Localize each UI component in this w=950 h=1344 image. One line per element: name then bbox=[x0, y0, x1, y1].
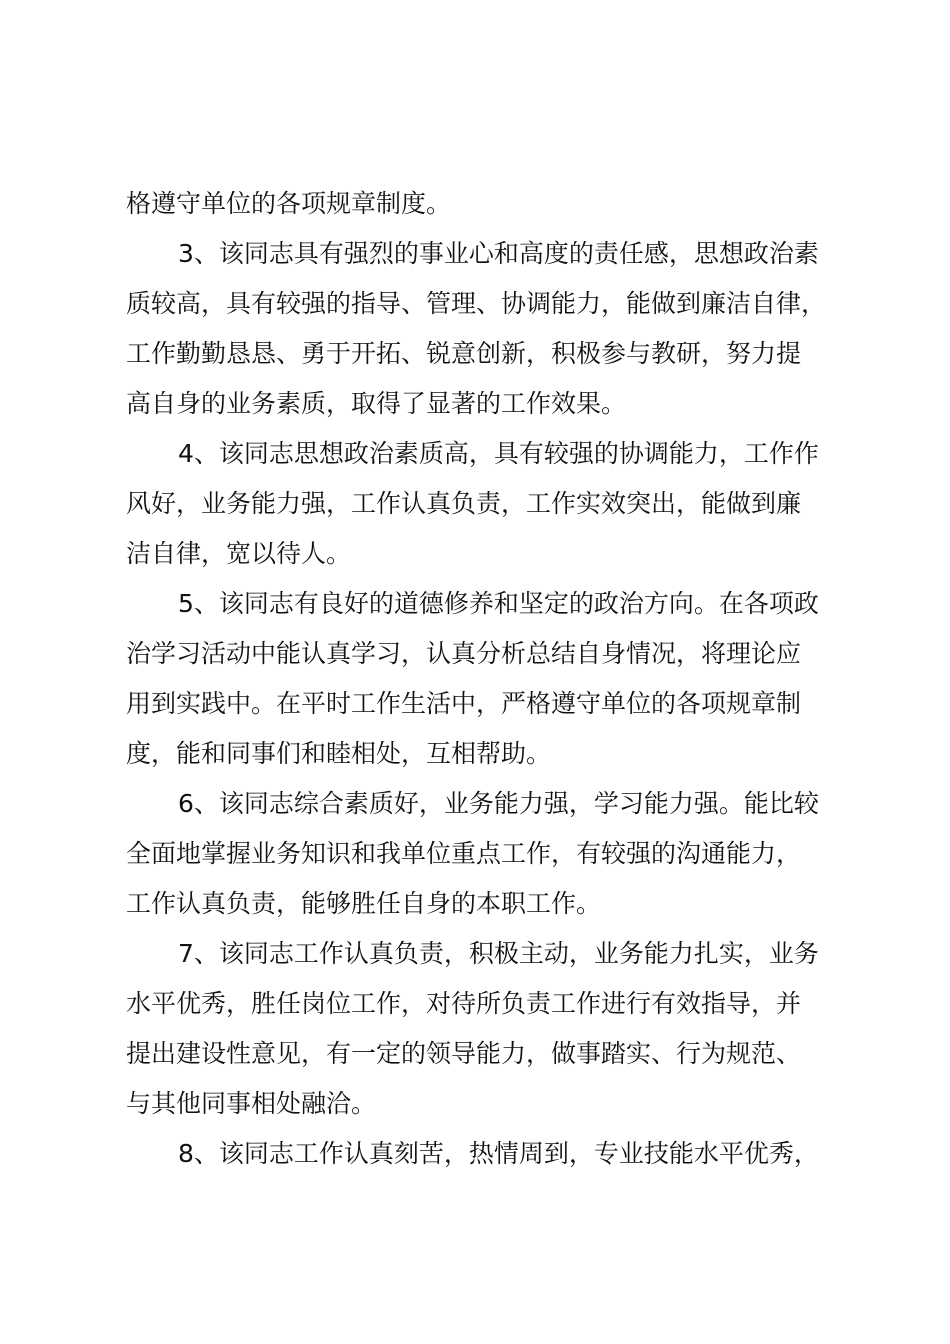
text-line: 质较高，具有较强的指导、管理、协调能力，能做到廉洁自律， bbox=[126, 289, 827, 318]
text-line: 提出建设性意见，有一定的领导能力，做事踏实、行为规范、 bbox=[126, 1039, 802, 1068]
text-line: 4、该同志思想政治素质高，具有较强的协调能力，工作作 bbox=[178, 439, 819, 468]
text-line: 高自身的业务素质，取得了显著的工作效果。 bbox=[126, 389, 627, 418]
text-line: 治学习活动中能认真学习，认真分析总结自身情况，将理论应 bbox=[126, 639, 802, 668]
text-line: 格遵守单位的各项规章制度。 bbox=[126, 189, 452, 218]
text-line: 度，能和同事们和睦相处，互相帮助。 bbox=[126, 739, 552, 768]
text-line: 工作勤勤恳恳、勇于开拓、锐意创新，积极参与教研，努力提 bbox=[126, 339, 802, 368]
text-line: 洁自律，宽以待人。 bbox=[126, 539, 352, 568]
text-line: 与其他同事相处融洽。 bbox=[126, 1089, 377, 1118]
text-line: 5、该同志有良好的道德修养和坚定的政治方向。在各项政 bbox=[178, 589, 819, 618]
text-line: 风好，业务能力强，工作认真负责，工作实效突出，能做到廉 bbox=[126, 489, 802, 518]
text-line: 7、该同志工作认真负责，积极主动，业务能力扎实，业务 bbox=[178, 939, 819, 968]
text-line: 全面地掌握业务知识和我单位重点工作，有较强的沟通能力， bbox=[126, 839, 802, 868]
text-line: 工作认真负责，能够胜任自身的本职工作。 bbox=[126, 889, 602, 918]
text-line: 8、该同志工作认真刻苦，热情周到，专业技能水平优秀， bbox=[178, 1139, 819, 1168]
text-line: 3、该同志具有强烈的事业心和高度的责任感，思想政治素 bbox=[178, 239, 819, 268]
text-line: 水平优秀，胜任岗位工作，对待所负责工作进行有效指导，并 bbox=[126, 989, 802, 1018]
text-line: 用到实践中。在平时工作生活中，严格遵守单位的各项规章制 bbox=[126, 689, 802, 718]
text-line: 6、该同志综合素质好，业务能力强，学习能力强。能比较 bbox=[178, 789, 819, 818]
